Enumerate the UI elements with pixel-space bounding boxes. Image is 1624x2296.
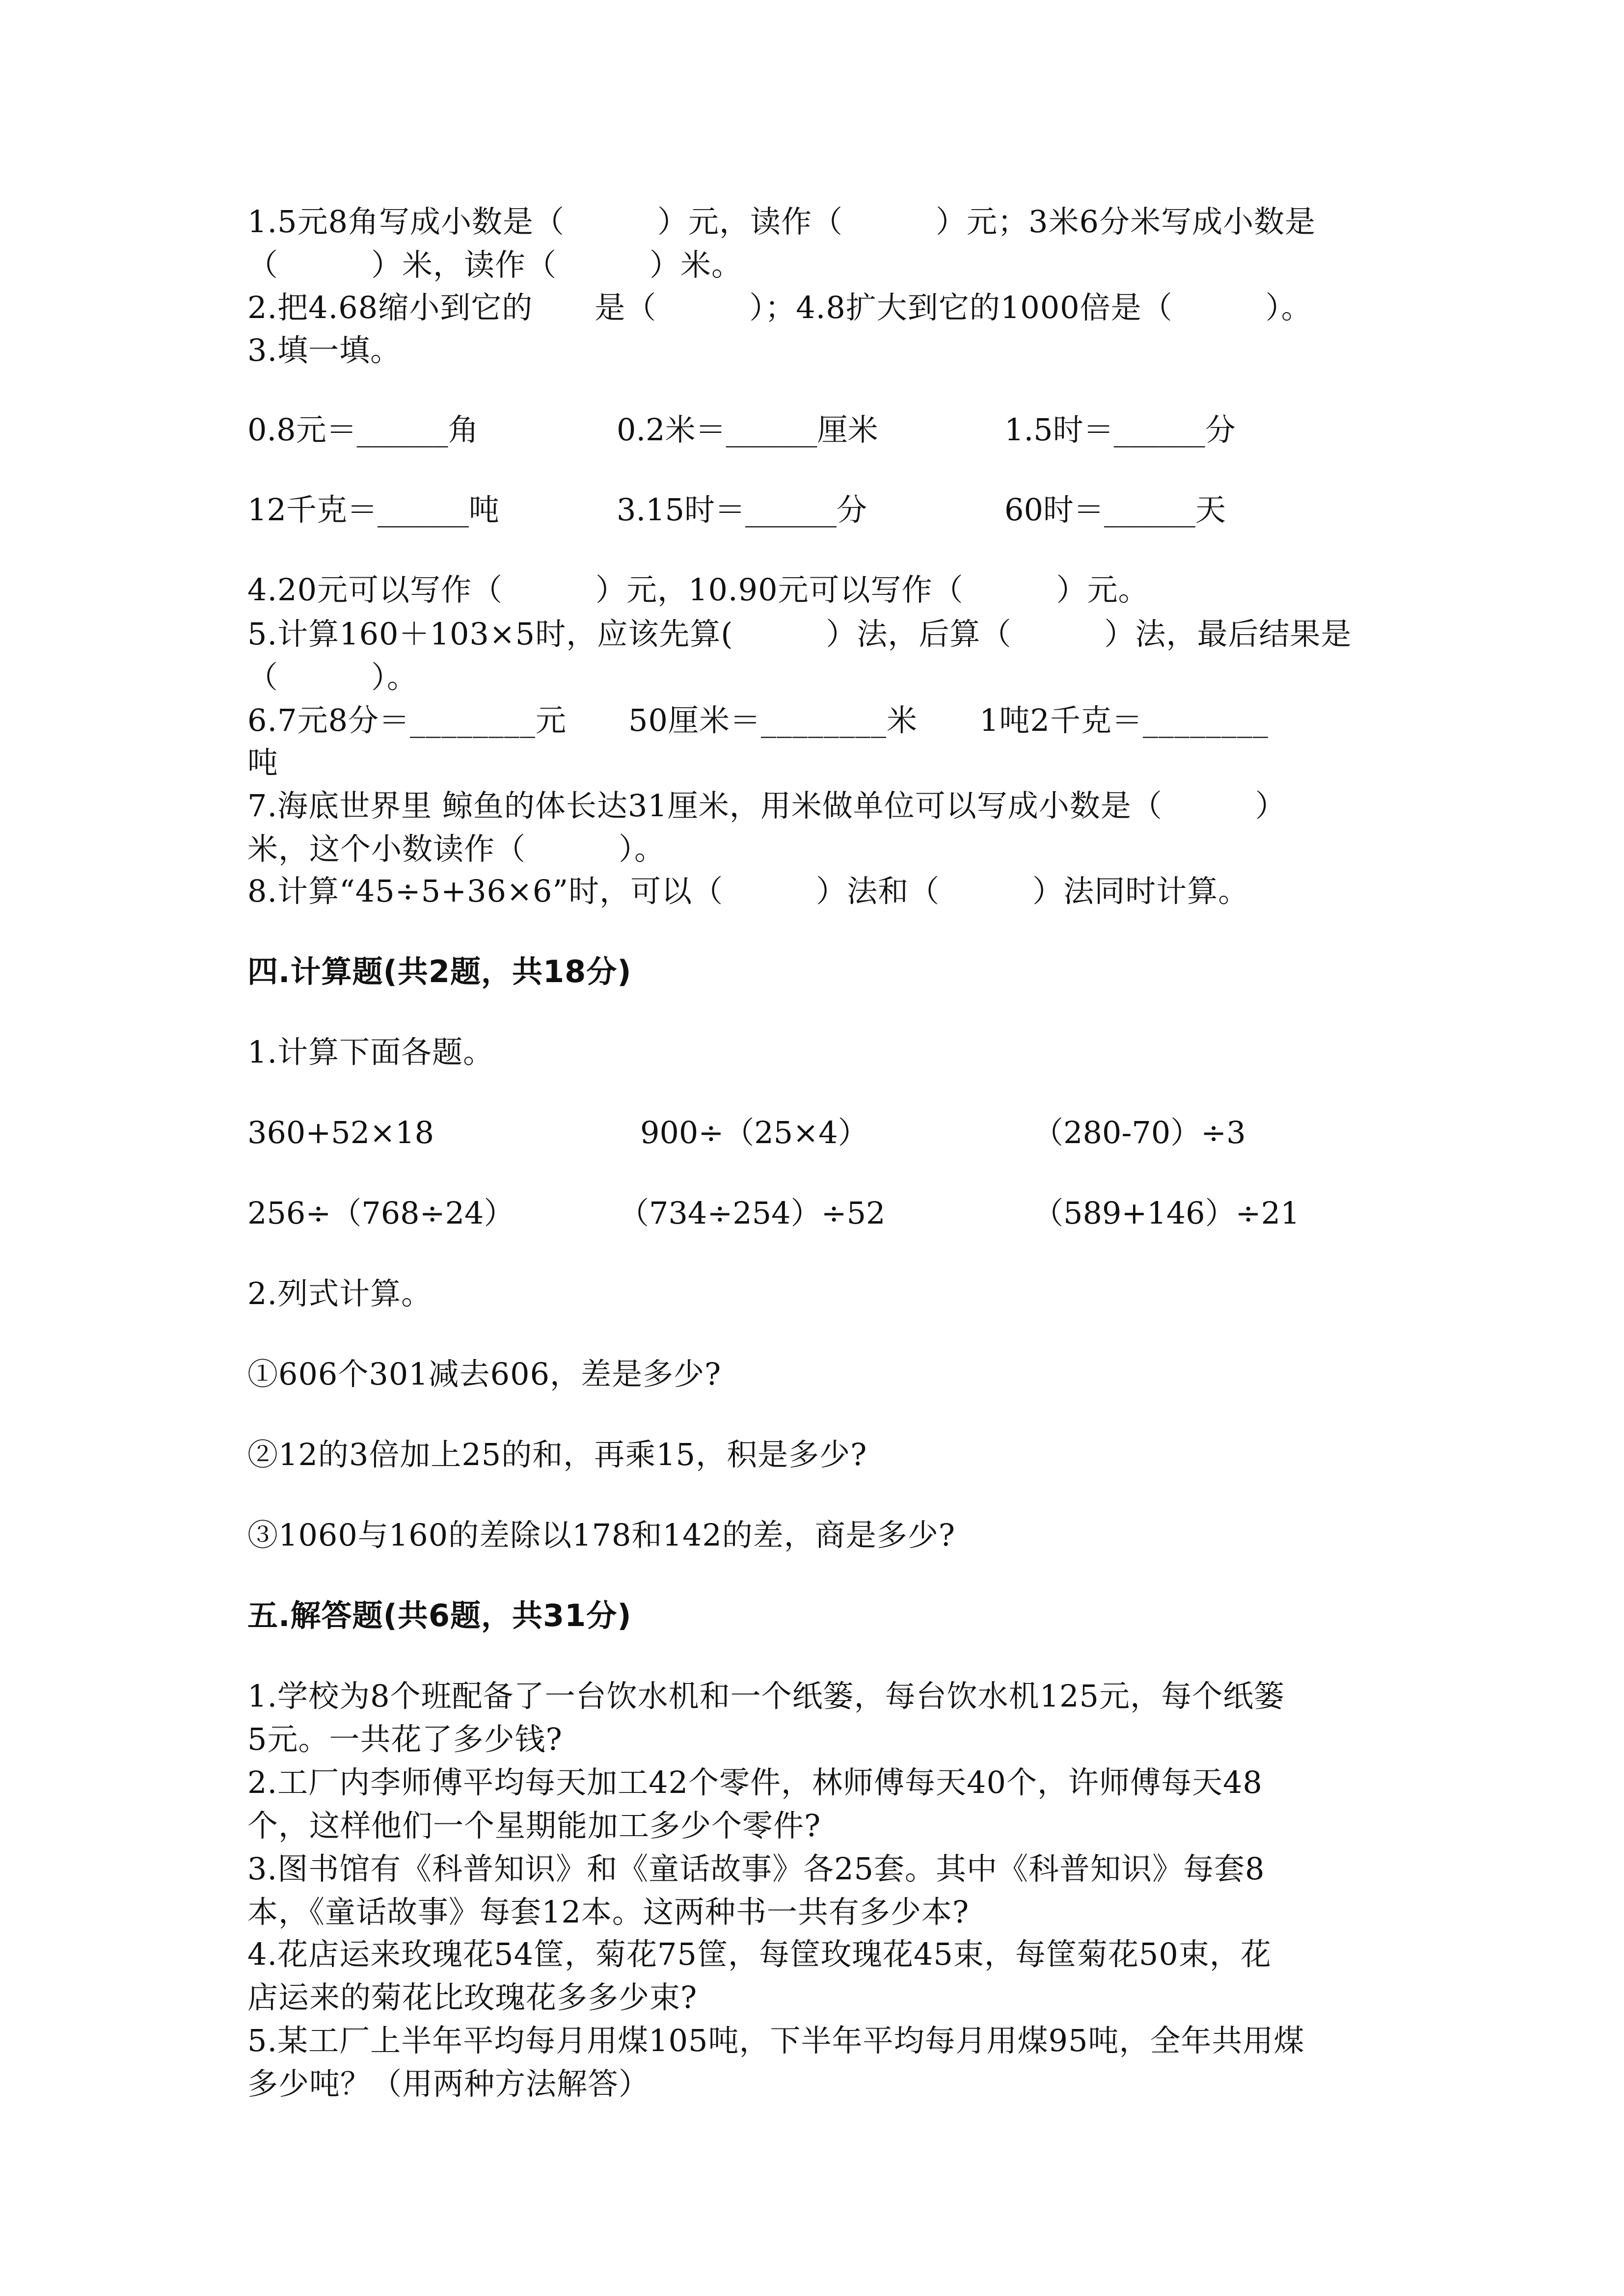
fill-q8: 8.计算“45÷5+36×6”时，可以（ ）法和（ ）法同时计算。 [247, 873, 1249, 909]
calc-row1-col3: （280-70）÷3 [1033, 1115, 1246, 1150]
fill-q3-title: 3.填一填。 [247, 332, 402, 368]
calc-row2-col3: （589+146）÷21 [1033, 1195, 1300, 1231]
fill-q1-line1: 1.5元8角写成小数是（ ）元，读作（ ）元；3米6分米写成小数是 [247, 204, 1316, 240]
q3-row1-col3: 1.5时＝______分 [1004, 412, 1236, 448]
calc-row2-col2: （734÷254）÷52 [619, 1195, 886, 1231]
fill-q7-line2: 米，这个小数读作（ ）。 [247, 831, 666, 867]
section5-q1-line2: 5元。一共花了多少钱? [247, 1721, 563, 1757]
section5-q5-line1: 5.某工厂上半年平均每月用煤105吨，下半年平均每月用煤95吨，全年共用煤 [247, 2023, 1305, 2058]
section5-q4-line1: 4.花店运来玫瑰花54筐，菊花75筐，每筐玫瑰花45束，每筐菊花50束，花 [247, 1936, 1272, 1972]
q3-row1-col2: 0.2米＝______厘米 [617, 412, 878, 448]
section4-q2-title: 2.列式计算。 [247, 1276, 433, 1311]
fill-q4: 4.20元可以写作（ ）元，10.90元可以写作（ ）元。 [247, 572, 1149, 608]
fill-q1-line2: （ ）米，读作（ ）米。 [247, 247, 743, 283]
fill-q7-line1: 7.海底世界里 鲸鱼的体长达31厘米，用米做单位可以写成小数是（ ） [247, 788, 1286, 824]
q3-row1-col1: 0.8元＝______角 [247, 412, 479, 448]
section4-item-1: ①606个301减去606，差是多少? [247, 1356, 722, 1392]
section5-heading: 五.解答题(共6题，共31分) [247, 1598, 632, 1633]
section5-q2-line1: 2.工厂内李师傅平均每天加工42个零件，林师傅每天40个，许师傅每天48 [247, 1764, 1263, 1800]
q3-row2-col2: 3.15时＝______分 [617, 492, 867, 528]
section5-q4-line2: 店运来的菊花比玫瑰花多多少束? [247, 1979, 698, 2015]
calc-row1-col2: 900÷（25×4） [640, 1115, 868, 1150]
section5-q3-line2: 本，《童话故事》每套12本。这两种书一共有多少本? [247, 1894, 970, 1930]
q3-row2-col3: 60时＝______天 [1004, 492, 1226, 528]
calc-row2-col1: 256÷（768÷24） [247, 1195, 514, 1231]
section5-q1-line1: 1.学校为8个班配备了一台饮水机和一个纸篓，每台饮水机125元，每个纸篓 [247, 1678, 1285, 1714]
fill-q2: 2.把4.68缩小到它的 是（ ）；4.8扩大到它的1000倍是（ ）。 [247, 290, 1312, 325]
section4-item-2: ②12的3倍加上25的和，再乘15，积是多少? [247, 1437, 867, 1472]
fill-q5-line1: 5.计算160＋103×5时，应该先算( ）法，后算（ ）法，最后结果是 [247, 616, 1352, 652]
section5-q3-line1: 3.图书馆有《科普知识》和《童话故事》各25套。其中《科普知识》每套8 [247, 1851, 1265, 1887]
section4-q1-title: 1.计算下面各题。 [247, 1034, 494, 1070]
fill-q6-line1: 6.7元8分＝________元 50厘米＝________米 1吨2千克＝________ [247, 702, 1269, 738]
fill-q6-line2: 吨 [247, 745, 279, 780]
calc-row1-col1: 360+52×18 [247, 1115, 434, 1150]
section5-q5-line2: 多少吨？（用两种方法解答） [247, 2066, 650, 2102]
section4-heading: 四.计算题(共2题，共18分) [247, 954, 632, 989]
fill-q5-line2: （ ）。 [247, 659, 418, 695]
section5-q2-line2: 个，这样他们一个星期能加工多少个零件? [247, 1808, 821, 1843]
section4-item-3: ③1060与160的差除以178和142的差，商是多少? [247, 1517, 956, 1553]
q3-row2-col1: 12千克＝______吨 [247, 492, 499, 528]
